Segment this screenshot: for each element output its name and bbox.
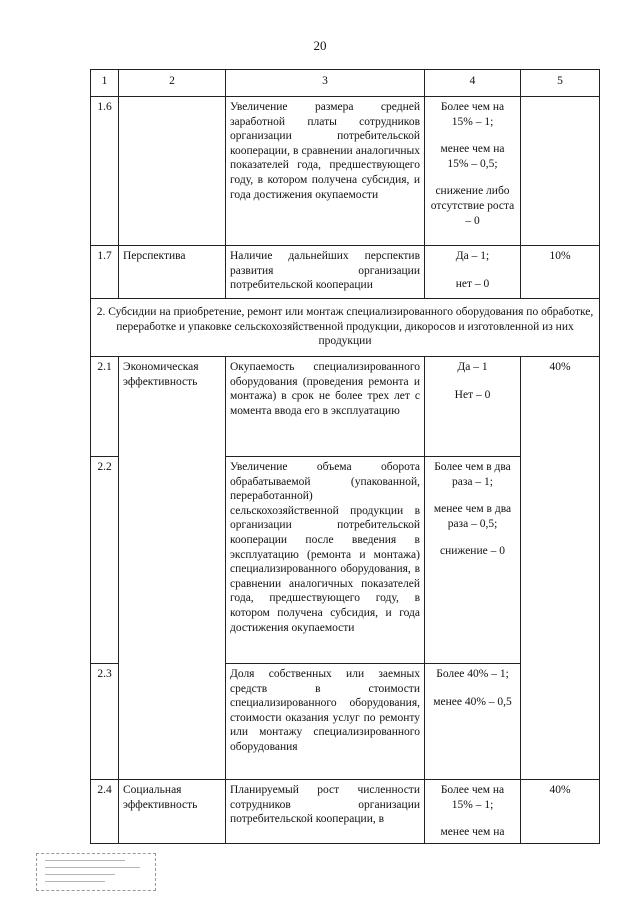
score-option: Да – 1; bbox=[455, 250, 490, 262]
indicator-cell: Планируемый рост численности сотрудников организации потребительской кооперации, в bbox=[226, 780, 425, 844]
row-number: 1.6 bbox=[91, 97, 119, 246]
score-option: нет – 0 bbox=[455, 277, 490, 290]
score-option: менее чем в два раза – 0,5; bbox=[433, 503, 512, 530]
score-option: Нет – 0 bbox=[454, 388, 491, 401]
table-row bbox=[91, 357, 600, 457]
row-number: 2.1 bbox=[91, 357, 119, 457]
section-row bbox=[91, 299, 600, 357]
row-number: 2.2 bbox=[91, 457, 119, 664]
column-header: 3 bbox=[226, 70, 425, 97]
indicator-cell: Увеличение объема оборота обрабатываемой (упакованной, переработанной) сельскохозяйственной продукции в организации потребительской кооперации после введения в эксплуатацию (ремонта и монтажа) специализированного оборудования, в сравнении аналогичных показателей года, предшествующего году, в котором получена субсидия, и года достижения окупаемости bbox=[226, 457, 425, 664]
score-option: Более чем в два раза – 1; bbox=[434, 461, 511, 488]
column-header: 1 bbox=[91, 70, 119, 97]
criteria-table bbox=[90, 69, 600, 844]
score-option: Да – 1 bbox=[457, 361, 488, 373]
score-option: снижение – 0 bbox=[440, 545, 505, 558]
column-header: 4 bbox=[425, 70, 521, 97]
score-option: снижение либо отсутствие роста – 0 bbox=[430, 185, 515, 227]
table-row bbox=[91, 780, 600, 844]
row-number: 2.4 bbox=[91, 780, 119, 844]
score-cell bbox=[425, 664, 521, 780]
score-option: менее 40% – 0,5 bbox=[433, 695, 512, 708]
indicator-cell: Увеличение размера средней заработной платы сотрудников организации потребительской кооперации, в сравнении аналогичных показателей года, предшествующего году, в котором получена субсидия, и года достижения окупаемости bbox=[226, 97, 425, 246]
document-stamp bbox=[36, 853, 156, 891]
page-number: 20 bbox=[313, 38, 327, 53]
table-row bbox=[91, 246, 600, 299]
weight-cell: 10% bbox=[521, 246, 600, 299]
score-cell bbox=[425, 246, 521, 299]
criterion-cell bbox=[119, 97, 226, 246]
section-heading: 2. Субсидии на приобретение, ремонт или монтаж специализированного оборудования по обработке, переработке и упаковке сельскохозяйственной продукции, дикоросов и изготовленной из них продукции bbox=[91, 299, 600, 357]
indicator-cell: Наличие дальнейших перспектив развития организации потребительской кооперации bbox=[226, 246, 425, 299]
score-cell bbox=[425, 780, 521, 844]
indicator-cell: Доля собственных или заемных средств в стоимости специализированного оборудования, стоимости оказания услуг по ремонту или монтажу специализированного оборудования bbox=[226, 664, 425, 780]
table-row bbox=[91, 97, 600, 246]
criterion-cell: Перспектива bbox=[119, 246, 226, 299]
score-option: Более чем на 15% – 1; bbox=[440, 784, 505, 811]
score-option: Более чем на 15% – 1; bbox=[440, 101, 505, 128]
weight-cell: 40% bbox=[521, 780, 600, 844]
score-cell bbox=[425, 457, 521, 664]
criterion-cell: Социальная эффективность bbox=[119, 780, 226, 844]
score-option: Более 40% – 1; bbox=[436, 668, 509, 680]
row-number: 1.7 bbox=[91, 246, 119, 299]
score-option: менее чем на bbox=[440, 826, 505, 839]
score-option: менее чем на 15% – 0,5; bbox=[440, 143, 505, 170]
indicator-cell: Окупаемость специализированного оборудования (проведения ремонта и монтажа) в срок не более трех лет с момента ввода его в эксплуатацию bbox=[226, 357, 425, 457]
column-header: 2 bbox=[119, 70, 226, 97]
score-cell bbox=[425, 97, 521, 246]
score-cell bbox=[425, 357, 521, 457]
weight-cell bbox=[521, 97, 600, 246]
criterion-cell: Экономическая эффективность bbox=[119, 357, 226, 780]
table-header-row bbox=[91, 70, 600, 97]
weight-cell: 40% bbox=[521, 357, 600, 780]
column-header: 5 bbox=[521, 70, 600, 97]
row-number: 2.3 bbox=[91, 664, 119, 780]
